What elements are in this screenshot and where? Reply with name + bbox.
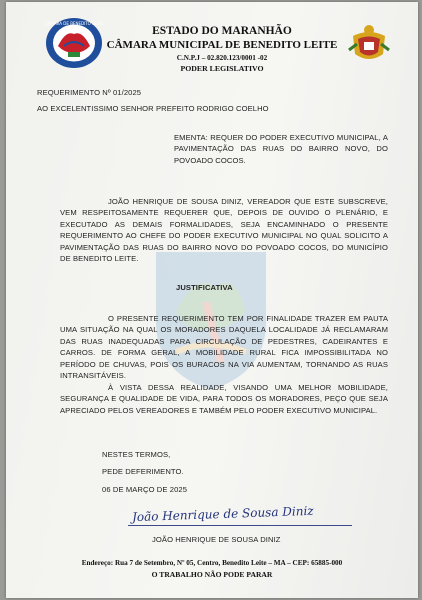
handwritten-signature: João Henrique de Sousa Diniz	[131, 503, 314, 525]
paragraph-request: JOÃO HENRIQUE DE SOUSA DINIZ, VEREADOR QUE ESTE SUBSCREVE, VEM RESPEITOSAMENTE REQUERER QUE, DEPOIS DE OUVIDO O PLENÁRIO, E EXECUTADO AS DEMAIS FORMALIDADES, SEJA ENCAMINHADO O PRESENTE REQUERIMENTO AO CHEFE DO PODER EXECUTIVO MUNICIPAL NO QUAL SOLICITO A PAVIMENTAÇÃO DAS RUAS DO BAIRRO NOVO DO POVOADO COCOS, DO MUNICÍPIO DE BENEDITO LEITE.	[60, 197, 388, 264]
justification-paragraph-1: O PRESENTE REQUERIMENTO TEM POR FINALIDADE TRAZER EM PAUTA UMA SITUAÇÃO NA QUAL OS MORADORES DAQUELA LOCALIDADE JÁ RECLAMARAM DAS RUAS INADEQUADAS PARA CIRCULAÇÃO DE PEDESTRES, CADEIRANTES E CARROS. DE FORMA GERAL, A MOBILIDADE RURAL FICA IMPOSSIBILITADA NO PERÍODO DE CHUVAS, POIS OS BURACOS NA VIA AUMENTAM, TORNANDO AS RUAS INTRANSITÁVEIS.	[60, 314, 388, 381]
justification-paragraph-2: À VISTA DESSA REALIDADE, VISANDO UMA MELHOR MOBILIDADE, SEGURANÇA E QUALIDADE DE VIDA, PARA TODOS OS MORADORES, PEÇO QUE SEJA APRECIADO PELOS VEREADORES E TAMBÉM PELO PODER EXECUTIVO MUNICIPAL.	[60, 383, 388, 415]
request-number: REQUERIMENTO Nº 01/2025	[37, 88, 142, 97]
closing-line-2: PEDE DEFERIMENTO.	[102, 467, 184, 476]
ementa: EMENTA: REQUER DO PODER EXECUTIVO MUNICIPAL, A PAVIMENTAÇÃO DAS RUAS DO BAIRRO NOVO, DO POVOADO COCOS.	[174, 133, 388, 165]
signer-name: JOÃO HENRIQUE DE SOUSA DINIZ	[152, 535, 281, 544]
state-name: ESTADO DO MARANHÃO	[152, 25, 292, 37]
footer-motto: O TRABALHO NÃO PODE PARAR	[151, 570, 273, 579]
chamber-name: CÂMARA MUNICIPAL DE BENEDITO LEITE	[106, 39, 338, 51]
closing-line-1: NESTES TERMOS,	[102, 450, 171, 459]
footer-address: Endereço: Rua 7 de Setembro, Nº 05, Centro, Benedito Leite – MA – CEP: 65885-000	[81, 559, 343, 567]
seal-ring-text: CÂMARA DE BENEDITO LEITE	[44, 21, 104, 26]
cnpj-text: C.N.P.J – 02.820.123/0001 -02	[176, 54, 268, 62]
date: 06 DE MARÇO DE 2025	[102, 485, 188, 494]
chamber-seal-logo	[44, 16, 104, 70]
signature-line	[128, 525, 352, 526]
state-crest-logo	[347, 20, 391, 64]
document-page	[6, 2, 418, 598]
addressee: AO EXCELENTISSIMO SENHOR PREFEITO RODRIGO COELHO	[37, 104, 269, 113]
branch-text: PODER LEGISLATIVO	[180, 64, 264, 73]
justification-title: JUSTIFICATIVA	[176, 283, 233, 292]
